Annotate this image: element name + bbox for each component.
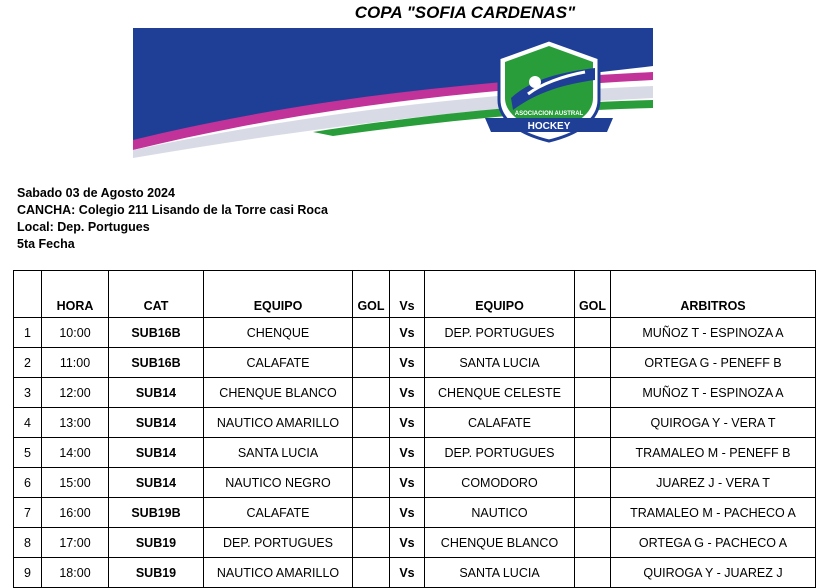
row-cat: SUB14	[109, 468, 204, 498]
row-equipo-away: DEP. PORTUGUES	[425, 318, 575, 348]
row-gol-away	[575, 318, 611, 348]
table-header-row	[14, 271, 816, 318]
row-gol-away	[575, 498, 611, 528]
row-gol-away	[575, 438, 611, 468]
row-arbitros: JUAREZ J - VERA T	[611, 468, 816, 498]
row-cat: SUB19	[109, 528, 204, 558]
row-hora: 18:00	[42, 558, 109, 588]
row-vs: Vs	[390, 318, 425, 348]
row-gol-away	[575, 348, 611, 378]
row-gol-home	[353, 558, 390, 588]
hockey-logo	[485, 40, 613, 141]
row-cat: SUB14	[109, 438, 204, 468]
row-equipo-home: NAUTICO NEGRO	[204, 468, 353, 498]
row-hora: 17:00	[42, 528, 109, 558]
row-equipo-home: NAUTICO AMARILLO	[204, 558, 353, 588]
row-gol-home	[353, 498, 390, 528]
row-arbitros: QUIROGA Y - VERA T	[611, 408, 816, 438]
row-hora: 15:00	[42, 468, 109, 498]
row-gol-away	[575, 468, 611, 498]
row-arbitros: MUÑOZ T - ESPINOZA A	[611, 378, 816, 408]
row-number: 3	[14, 378, 42, 408]
row-gol-home	[353, 438, 390, 468]
row-equipo-home: DEP. PORTUGUES	[204, 528, 353, 558]
header-arbitros: ARBITROS	[611, 271, 816, 318]
match-venue: CANCHA: Colegio 211 Lisando de la Torre casi Roca	[17, 203, 328, 217]
row-gol-home	[353, 468, 390, 498]
row-number: 4	[14, 408, 42, 438]
row-equipo-home: SANTA LUCIA	[204, 438, 353, 468]
table-row	[14, 498, 816, 528]
row-cat: SUB16B	[109, 348, 204, 378]
row-arbitros: QUIROGA Y - JUAREZ J	[611, 558, 816, 588]
row-vs: Vs	[390, 558, 425, 588]
row-arbitros: ORTEGA G - PACHECO A	[611, 528, 816, 558]
row-equipo-away: CHENQUE CELESTE	[425, 378, 575, 408]
row-gol-home	[353, 318, 390, 348]
table-row	[14, 318, 816, 348]
row-hora: 12:00	[42, 378, 109, 408]
fixture-table	[13, 270, 816, 588]
row-gol-away	[575, 558, 611, 588]
row-equipo-home: CHENQUE	[204, 318, 353, 348]
row-equipo-away: SANTA LUCIA	[425, 558, 575, 588]
row-hora: 16:00	[42, 498, 109, 528]
row-vs: Vs	[390, 438, 425, 468]
row-cat: SUB14	[109, 378, 204, 408]
row-equipo-away: DEP. PORTUGUES	[425, 438, 575, 468]
row-gol-home	[353, 348, 390, 378]
row-number: 6	[14, 468, 42, 498]
header-equipo-away: EQUIPO	[425, 271, 575, 318]
header-equipo-home: EQUIPO	[204, 271, 353, 318]
row-vs: Vs	[390, 408, 425, 438]
row-gol-away	[575, 378, 611, 408]
row-number: 9	[14, 558, 42, 588]
header-gol-away: GOL	[575, 271, 611, 318]
row-number: 1	[14, 318, 42, 348]
table-row	[14, 408, 816, 438]
row-equipo-home: CHENQUE BLANCO	[204, 378, 353, 408]
match-round: 5ta Fecha	[17, 237, 75, 251]
row-equipo-away: CALAFATE	[425, 408, 575, 438]
row-gol-away	[575, 528, 611, 558]
match-info	[17, 185, 328, 253]
row-vs: Vs	[390, 468, 425, 498]
logo-top-text: ASOCIACION AUSTRAL	[514, 111, 584, 117]
table-row	[14, 528, 816, 558]
row-number: 2	[14, 348, 42, 378]
page-title: COPA "SOFIA CARDENAS"	[354, 3, 576, 22]
match-date: Sabado 03 de Agosto 2024	[17, 186, 175, 200]
row-gol-home	[353, 528, 390, 558]
row-vs: Vs	[390, 378, 425, 408]
association-banner	[133, 28, 653, 158]
row-vs: Vs	[390, 348, 425, 378]
row-equipo-home: CALAFATE	[204, 498, 353, 528]
header-hora: HORA	[42, 271, 109, 318]
row-number: 7	[14, 498, 42, 528]
row-equipo-home: NAUTICO AMARILLO	[204, 408, 353, 438]
row-hora: 11:00	[42, 348, 109, 378]
row-equipo-away: CHENQUE BLANCO	[425, 528, 575, 558]
table-row	[14, 468, 816, 498]
row-gol-away	[575, 408, 611, 438]
header-gol-home: GOL	[353, 271, 390, 318]
header-cat: CAT	[109, 271, 204, 318]
table-row	[14, 378, 816, 408]
row-hora: 10:00	[42, 318, 109, 348]
row-cat: SUB16B	[109, 318, 204, 348]
row-cat: SUB19B	[109, 498, 204, 528]
row-arbitros: ORTEGA G - PENEFF B	[611, 348, 816, 378]
row-vs: Vs	[390, 498, 425, 528]
row-gol-home	[353, 408, 390, 438]
row-cat: SUB19	[109, 558, 204, 588]
row-equipo-home: CALAFATE	[204, 348, 353, 378]
row-hora: 13:00	[42, 408, 109, 438]
table-row	[14, 438, 816, 468]
row-arbitros: MUÑOZ T - ESPINOZA A	[611, 318, 816, 348]
row-number: 8	[14, 528, 42, 558]
row-arbitros: TRAMALEO M - PENEFF B	[611, 438, 816, 468]
logo-bottom-text: HOCKEY	[527, 121, 571, 132]
row-hora: 14:00	[42, 438, 109, 468]
header-number	[14, 271, 42, 318]
table-row	[14, 348, 816, 378]
row-equipo-away: NAUTICO	[425, 498, 575, 528]
row-gol-home	[353, 378, 390, 408]
row-number: 5	[14, 438, 42, 468]
table-row	[14, 558, 816, 588]
row-arbitros: TRAMALEO M - PACHECO A	[611, 498, 816, 528]
row-equipo-away: COMODORO	[425, 468, 575, 498]
header-vs: Vs	[390, 271, 425, 318]
row-equipo-away: SANTA LUCIA	[425, 348, 575, 378]
row-cat: SUB14	[109, 408, 204, 438]
match-local: Local: Dep. Portugues	[17, 220, 150, 234]
row-vs: Vs	[390, 528, 425, 558]
